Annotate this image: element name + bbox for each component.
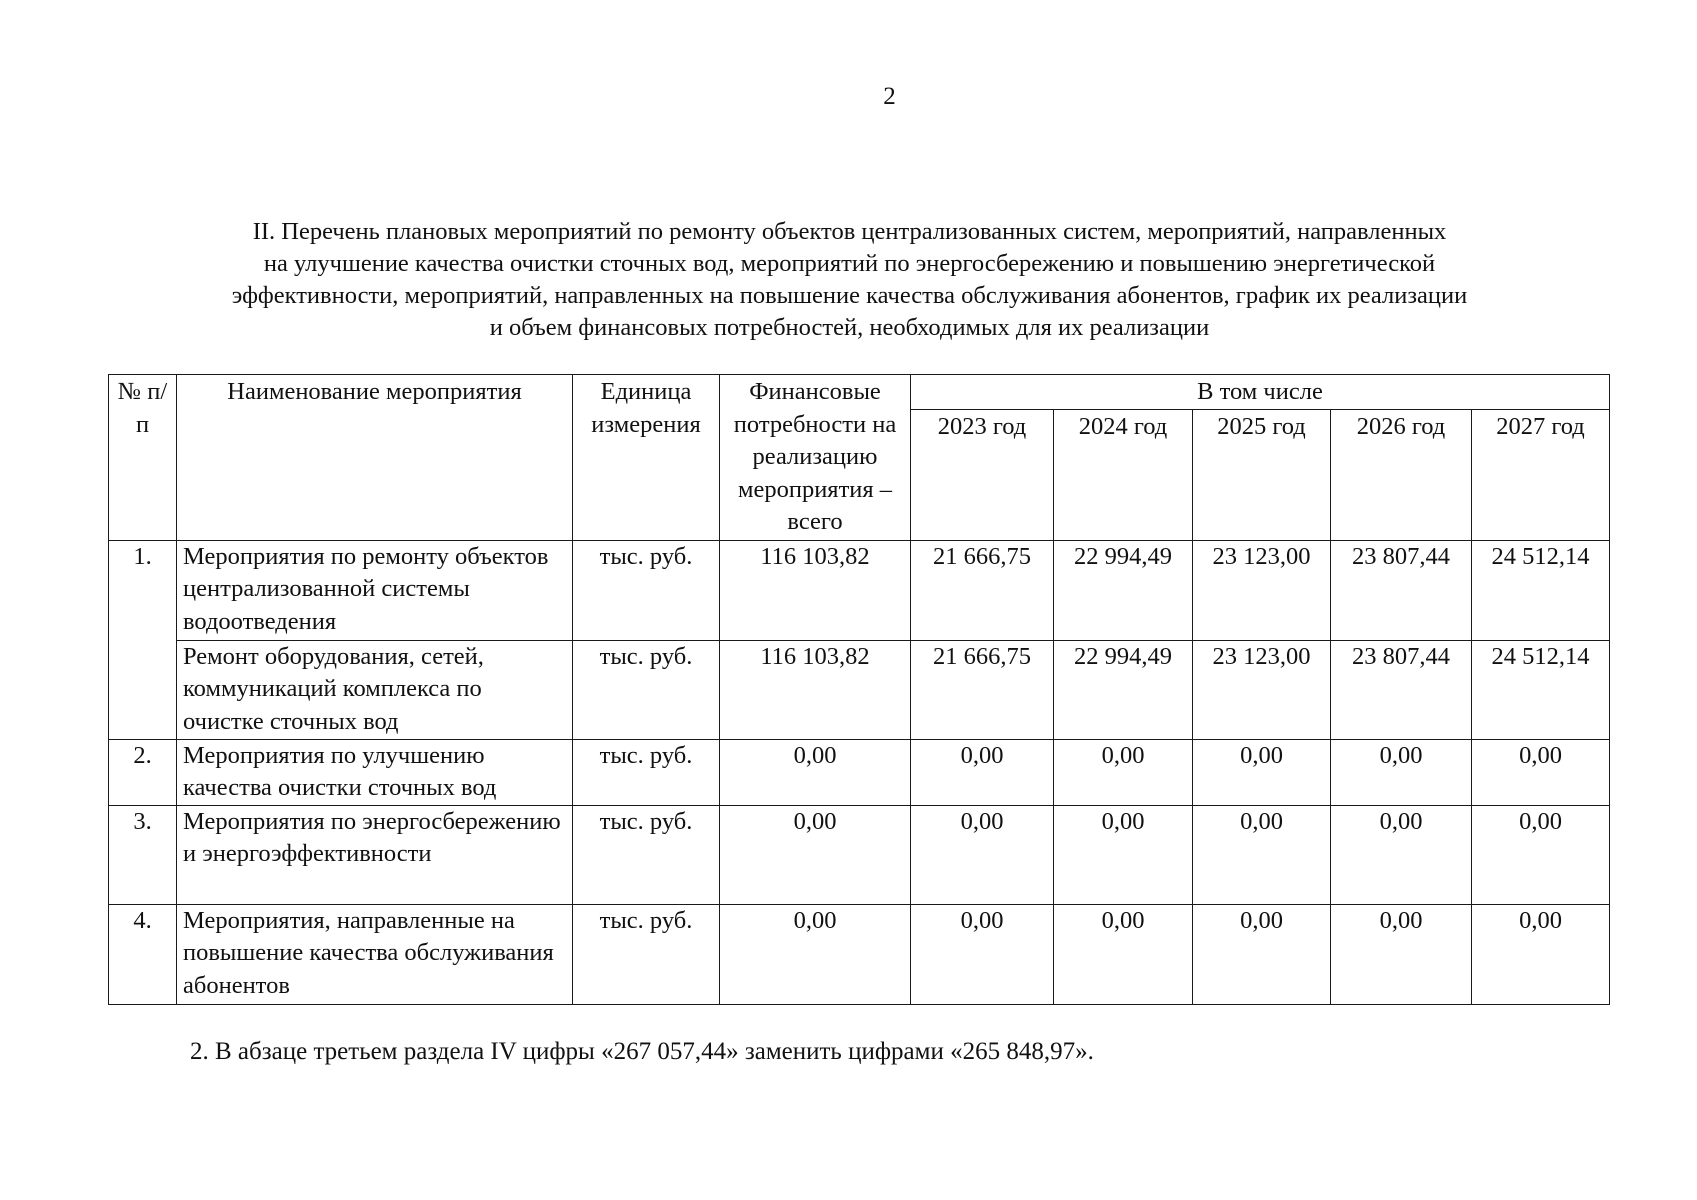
row-unit: тыс. руб.	[573, 640, 720, 739]
row-year-value: 23 123,00	[1193, 640, 1331, 739]
row-year-value: 0,00	[1472, 805, 1610, 904]
row-year-value: 23 123,00	[1193, 540, 1331, 640]
header-year: 2023 год	[911, 409, 1054, 540]
row-year-value: 23 807,44	[1331, 640, 1472, 739]
row-name: Мероприятия по улучшению качества очистки сточных вод	[177, 739, 573, 805]
row-total: 0,00	[720, 904, 911, 1004]
row-year-value: 22 994,49	[1054, 640, 1193, 739]
row-year-value: 22 994,49	[1054, 540, 1193, 640]
row-year-value: 0,00	[1193, 739, 1331, 805]
row-year-value: 0,00	[1193, 904, 1331, 1004]
section-title-line: II. Перечень плановых мероприятий по ремонту объектов централизованных систем, мероприятий, направленных	[252, 218, 1447, 245]
section-title-line: эффективности, мероприятий, направленных на повышение качества обслуживания абонентов, график их реализации	[231, 282, 1468, 309]
header-including: В том числе	[911, 375, 1610, 410]
row-total: 116 103,82	[720, 540, 911, 640]
row-year-value: 24 512,14	[1472, 540, 1610, 640]
row-year-value: 0,00	[911, 805, 1054, 904]
row-year-value: 0,00	[1472, 739, 1610, 805]
row-total: 0,00	[720, 805, 911, 904]
row-year-value: 0,00	[1054, 904, 1193, 1004]
row-year-value: 23 807,44	[1331, 540, 1472, 640]
row-year-value: 0,00	[911, 739, 1054, 805]
row-year-value: 21 666,75	[911, 640, 1054, 739]
section-title-line: на улучшение качества очистки сточных вод, мероприятий по энергосбережению и повышению энергетической	[263, 250, 1436, 277]
row-name: Ремонт оборудования, сетей, коммуникаций комплекса по очистке сточных вод	[177, 640, 573, 739]
row-year-value: 0,00	[1331, 805, 1472, 904]
row-num: 1.	[109, 540, 177, 739]
row-name: Мероприятия по ремонту объектов централизованной системы водоотведения	[177, 540, 573, 640]
page-number: 2	[883, 83, 896, 110]
row-year-value: 0,00	[1331, 904, 1472, 1004]
row-year-value: 0,00	[1054, 739, 1193, 805]
table-row	[109, 904, 1610, 1004]
row-year-value: 0,00	[1331, 739, 1472, 805]
table-row	[109, 739, 1610, 805]
row-year-value: 0,00	[1193, 805, 1331, 904]
row-num: 3.	[109, 805, 177, 904]
table-row	[109, 805, 1610, 904]
table-row	[109, 540, 1610, 640]
row-year-value: 0,00	[1054, 805, 1193, 904]
row-year-value: 21 666,75	[911, 540, 1054, 640]
row-name: Мероприятия, направленные на повышение качества обслуживания абонентов	[177, 904, 573, 1004]
row-unit: тыс. руб.	[573, 540, 720, 640]
table-row	[109, 640, 1610, 739]
row-total: 116 103,82	[720, 640, 911, 739]
row-num: 2.	[109, 739, 177, 805]
row-name: Мероприятия по энергосбережению и энергоэффективности	[177, 805, 573, 904]
header-num: № п/п	[109, 375, 177, 541]
row-year-value: 24 512,14	[1472, 640, 1610, 739]
section-title-line: и объем финансовых потребностей, необходимых для их реализации	[489, 314, 1210, 341]
header-year: 2024 год	[1054, 409, 1193, 540]
amendment-note: 2. В абзаце третьем раздела IV цифры «267 057,44» заменить цифрами «265 848,97».	[190, 1038, 1094, 1065]
row-unit: тыс. руб.	[573, 805, 720, 904]
row-unit: тыс. руб.	[573, 904, 720, 1004]
measures-table	[108, 374, 1610, 1005]
row-unit: тыс. руб.	[573, 739, 720, 805]
row-year-value: 0,00	[1472, 904, 1610, 1004]
header-year: 2026 год	[1331, 409, 1472, 540]
row-year-value: 0,00	[911, 904, 1054, 1004]
header-total: Финансовые потребности на реализацию мероприятия – всего	[720, 375, 911, 541]
header-year: 2027 год	[1472, 409, 1610, 540]
row-total: 0,00	[720, 739, 911, 805]
section-title	[120, 216, 1579, 344]
row-num: 4.	[109, 904, 177, 1004]
header-name: Наименование мероприятия	[177, 375, 573, 541]
header-unit: Единица измерения	[573, 375, 720, 541]
header-year: 2025 год	[1193, 409, 1331, 540]
